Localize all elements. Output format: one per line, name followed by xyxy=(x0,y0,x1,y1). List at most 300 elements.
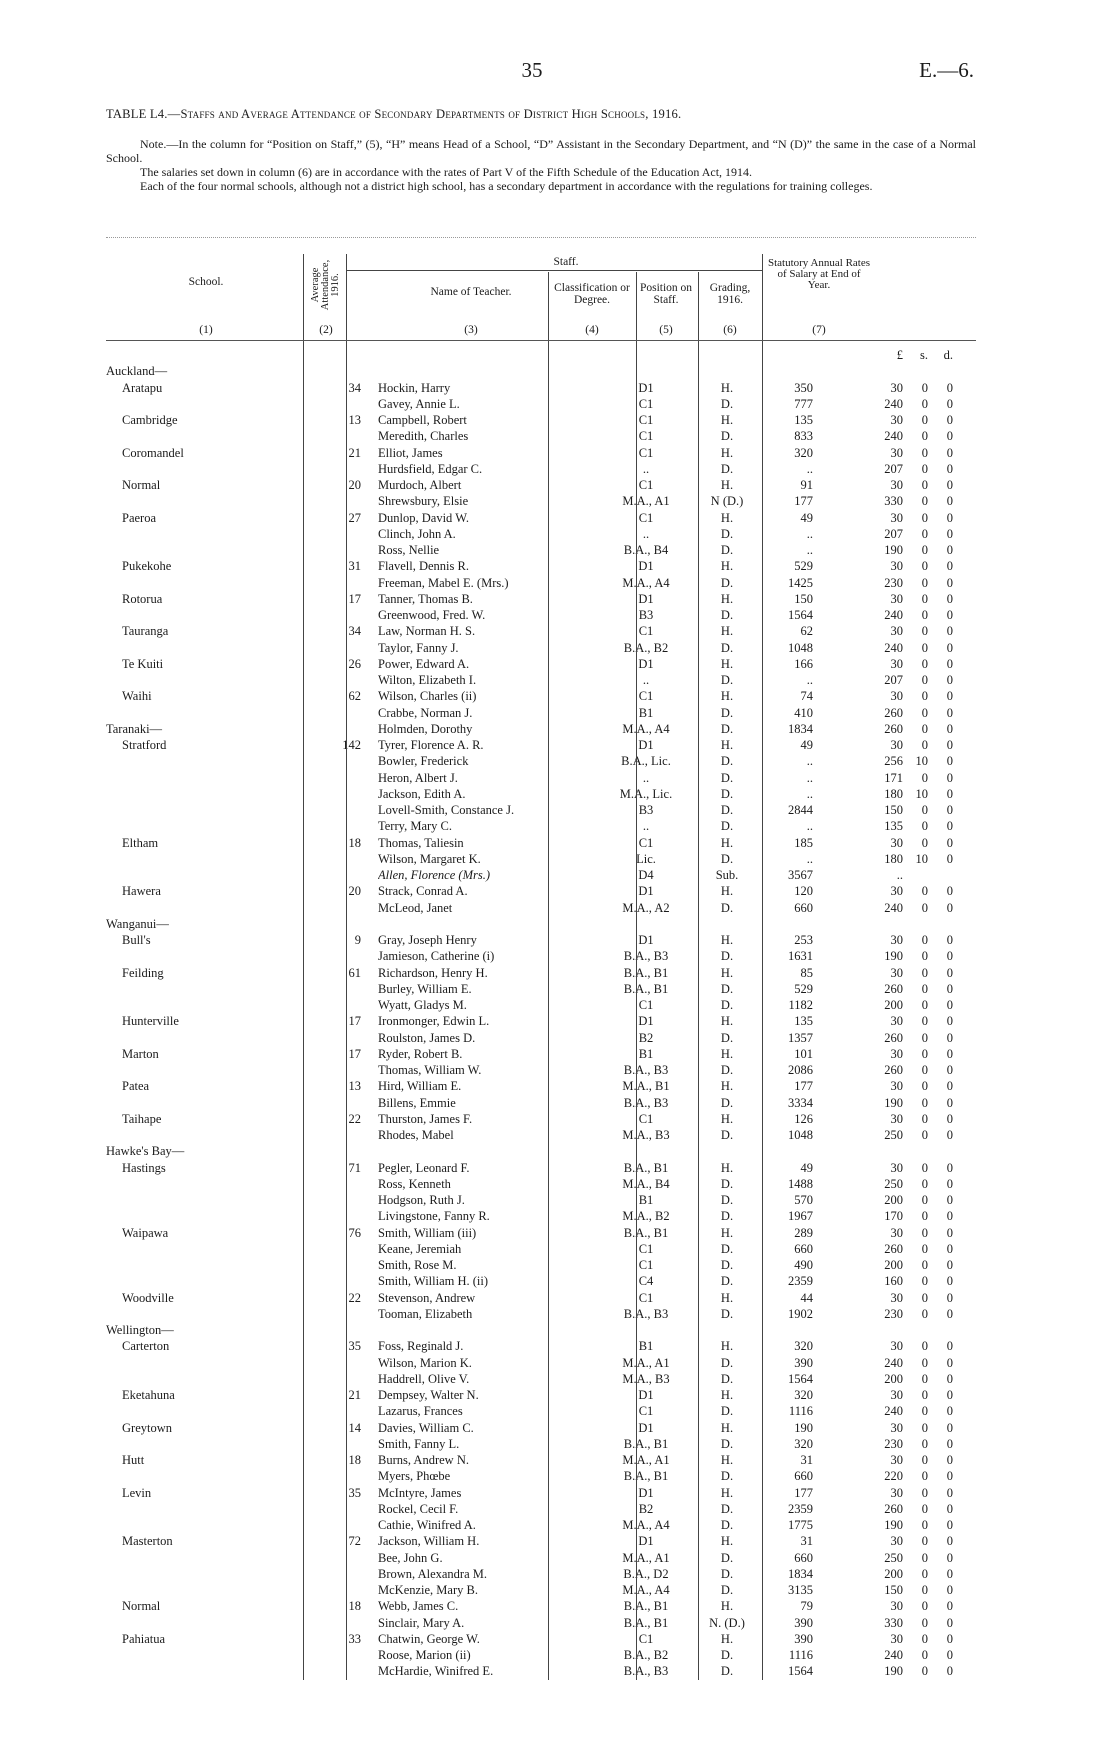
grading-cell: .. xyxy=(806,770,813,785)
salary-pence: 0 xyxy=(946,1355,953,1370)
staff-table xyxy=(106,254,976,1680)
district-row xyxy=(106,1322,976,1338)
salary-pence: 0 xyxy=(946,1225,953,1240)
classification-cell: B.A., B1 xyxy=(623,1469,669,1484)
table-row xyxy=(106,1257,976,1273)
table-row xyxy=(106,802,976,818)
salary-cell xyxy=(848,1436,976,1452)
table-body xyxy=(106,341,976,1680)
salary-shillings: 0 xyxy=(921,478,928,492)
table-row xyxy=(106,883,976,899)
classification-cell: M.A., B3 xyxy=(622,1371,670,1386)
teacher-cell: Myers, Phœbe xyxy=(378,1469,451,1484)
grading-cell: 410 xyxy=(794,705,813,720)
salary-cell xyxy=(848,1306,976,1322)
grading-cell: 320 xyxy=(794,1388,813,1402)
salary-pence: 0 xyxy=(946,478,953,492)
classification-cell: C1 xyxy=(638,835,654,850)
salary-shillings: 0 xyxy=(921,429,928,444)
position-cell: D. xyxy=(720,461,734,476)
classification-cell: M.A., A4 xyxy=(622,1518,670,1532)
classification-cell: C1 xyxy=(638,1631,654,1646)
salary-shillings: 0 xyxy=(921,1615,928,1630)
classification-cell: B3 xyxy=(638,608,654,622)
grading-cell: 177 xyxy=(794,1079,813,1094)
school-cell xyxy=(106,916,306,932)
salary-pounds: 30 xyxy=(890,1079,903,1094)
salary-cell xyxy=(848,526,976,542)
position-cell: D. xyxy=(720,1469,734,1484)
grading-cell: 120 xyxy=(794,884,813,899)
salary-pounds: 30 xyxy=(890,478,903,492)
salary-shillings: 0 xyxy=(921,1485,928,1500)
salary-pence: 0 xyxy=(946,1274,953,1289)
salary-shillings: 0 xyxy=(921,494,928,509)
grading-cell: 177 xyxy=(794,1485,813,1500)
position-cell: D. xyxy=(720,1648,734,1662)
salary-pence: 0 xyxy=(946,851,953,866)
salary-cell xyxy=(848,396,976,412)
salary-pounds: 240 xyxy=(884,1404,903,1419)
grading-cell: 490 xyxy=(794,1258,813,1272)
position-cell: H. xyxy=(720,413,734,427)
grading-cell: 62 xyxy=(800,624,813,639)
teacher-cell: Wilson, Charles (ii) xyxy=(378,689,477,704)
grading-cell: 150 xyxy=(794,591,813,606)
salary-cell xyxy=(848,493,976,509)
salary-pounds: 30 xyxy=(890,510,903,525)
table-row xyxy=(106,1290,976,1306)
grading-cell: 390 xyxy=(794,1355,813,1370)
teacher-cell: Tanner, Thomas B. xyxy=(378,591,473,606)
salary-pence: 0 xyxy=(946,981,953,996)
salary-shillings: 0 xyxy=(921,1258,928,1272)
salary-pence: 0 xyxy=(946,1128,953,1142)
position-cell: D. xyxy=(720,640,734,655)
grading-cell: 190 xyxy=(794,1420,813,1435)
salary-pounds: 240 xyxy=(884,396,903,411)
classification-cell: C1 xyxy=(638,478,654,492)
salary-shillings: 0 xyxy=(921,1290,928,1305)
school-name: Paeroa xyxy=(122,510,157,525)
district-row xyxy=(106,916,976,932)
classification-cell: M.A., Lic. xyxy=(619,786,673,801)
salary-cell xyxy=(848,883,976,899)
salary-cell xyxy=(848,1582,976,1598)
position-cell: D. xyxy=(720,1241,734,1256)
position-cell: H. xyxy=(720,445,734,460)
school-name: Stratford xyxy=(122,738,167,752)
table-row xyxy=(106,558,976,574)
salary-pence: 0 xyxy=(946,591,953,606)
classification-cell: D1 xyxy=(638,656,654,671)
classification-cell: B.A., B4 xyxy=(623,543,669,557)
school-cell xyxy=(106,818,306,834)
position-cell: D. xyxy=(720,998,734,1012)
grading-cell: 3135 xyxy=(788,1583,813,1597)
col-divider xyxy=(698,341,699,1680)
salary-pence: 0 xyxy=(946,1518,953,1532)
teacher-cell: Wilson, Marion K. xyxy=(378,1355,472,1370)
school-name: Pukekohe xyxy=(122,559,172,574)
classification-cell: C1 xyxy=(638,1290,654,1305)
table-row xyxy=(106,672,976,688)
salary-cell xyxy=(848,1355,976,1371)
position-cell: D. xyxy=(720,1274,734,1289)
salary-pence: 0 xyxy=(946,900,953,915)
table-row xyxy=(106,1403,976,1419)
position-cell: H. xyxy=(720,510,734,525)
classification-cell: C4 xyxy=(638,1274,654,1289)
school-cell xyxy=(106,1615,306,1631)
teacher-cell: McLeod, Janet xyxy=(378,900,453,915)
salary-cell xyxy=(848,1257,976,1273)
table-row xyxy=(106,396,976,412)
grading-cell: 79 xyxy=(800,1599,813,1614)
salary-shillings: 0 xyxy=(921,1193,928,1207)
teacher-cell: Ironmonger, Edwin L. xyxy=(378,1014,490,1029)
salary-pence: 0 xyxy=(946,445,953,460)
salary-pounds: 30 xyxy=(890,965,903,980)
header-classification-num: (4) xyxy=(585,324,599,336)
school-cell xyxy=(106,623,306,639)
header-school: School. xyxy=(188,276,224,288)
grading-cell: 1564 xyxy=(788,608,813,622)
table-row xyxy=(106,737,976,753)
grading-cell: 2844 xyxy=(788,803,813,817)
col-divider xyxy=(346,254,347,340)
salary-pounds: 30 xyxy=(890,1014,903,1029)
district-row xyxy=(106,1143,976,1159)
teacher-cell: Jackson, Edith A. xyxy=(378,786,466,801)
district-row xyxy=(106,363,976,379)
salary-shillings: 0 xyxy=(921,803,928,817)
school-cell xyxy=(106,1452,306,1468)
salary-cell xyxy=(848,851,976,867)
position-cell: D. xyxy=(720,1664,734,1679)
header-attendance xyxy=(312,256,340,314)
teacher-cell: McIntyre, James xyxy=(378,1485,462,1500)
school-cell xyxy=(106,835,306,851)
salary-shillings: 0 xyxy=(921,1030,928,1045)
teacher-cell: Bee, John G. xyxy=(378,1550,443,1565)
salary-pounds: 30 xyxy=(890,689,903,704)
position-cell: H. xyxy=(720,624,734,639)
school-cell xyxy=(106,802,306,818)
salary-pounds: 200 xyxy=(884,998,903,1012)
teacher-cell: Davies, William C. xyxy=(378,1420,474,1435)
classification-cell: C1 xyxy=(638,1404,654,1419)
table-row xyxy=(106,1355,976,1371)
salary-shillings: 0 xyxy=(921,1079,928,1094)
classification-cell: M.A., A1 xyxy=(622,1550,670,1565)
school-cell xyxy=(106,526,306,542)
salary-cell xyxy=(848,1631,976,1647)
classification-cell: B.A., B1 xyxy=(623,1615,669,1630)
classification-cell: B2 xyxy=(638,1501,654,1516)
salary-pounds: 30 xyxy=(890,656,903,671)
salary-pounds: 207 xyxy=(884,526,903,541)
salary-pounds: 190 xyxy=(884,1095,903,1110)
position-cell: H. xyxy=(720,835,734,850)
salary-pounds: 190 xyxy=(884,543,903,557)
table-row xyxy=(106,1420,976,1436)
page-number: 35 xyxy=(521,58,543,82)
teacher-cell: Tooman, Elizabeth xyxy=(378,1306,473,1321)
table-row xyxy=(106,1176,976,1192)
salary-shillings: 0 xyxy=(921,819,928,834)
school-cell xyxy=(106,1436,306,1452)
units-row xyxy=(106,347,976,363)
salary-pence: 0 xyxy=(946,835,953,850)
grading-cell: 1834 xyxy=(788,721,813,736)
teacher-cell: Jackson, William H. xyxy=(378,1534,480,1549)
salary-cell xyxy=(848,1241,976,1257)
table-row xyxy=(106,1566,976,1582)
header-classification: Classification or Degree. xyxy=(554,282,630,306)
salary-pence: 0 xyxy=(946,640,953,655)
table-row xyxy=(106,1631,976,1647)
classification-cell: C1 xyxy=(638,1258,654,1272)
position-cell: H. xyxy=(720,478,734,492)
col-divider xyxy=(636,341,637,1680)
attendance-cell: 33 xyxy=(348,1631,361,1646)
table-row xyxy=(106,1371,976,1387)
attendance-cell: 27 xyxy=(348,510,361,525)
salary-pence: 0 xyxy=(946,1111,953,1126)
classification-cell: .. xyxy=(642,819,650,834)
classification-cell: B.A., B1 xyxy=(623,965,669,980)
salary-pounds: 240 xyxy=(884,1648,903,1662)
salary-pounds: 330 xyxy=(884,494,903,509)
salary-shillings: 0 xyxy=(921,721,928,736)
salary-cell xyxy=(848,1371,976,1387)
table-row xyxy=(106,1095,976,1111)
salary-pounds: 260 xyxy=(884,705,903,720)
table-row xyxy=(106,965,976,981)
salary-shillings: 0 xyxy=(921,1160,928,1175)
school-cell xyxy=(106,1371,306,1387)
salary-pounds: 30 xyxy=(890,1599,903,1614)
teacher-cell: Hird, William E. xyxy=(378,1079,462,1094)
salary-shillings: 0 xyxy=(921,1534,928,1549)
classification-cell: D1 xyxy=(638,738,654,752)
classification-cell: M.A., B2 xyxy=(622,1209,670,1224)
salary-shillings: 0 xyxy=(921,1225,928,1240)
teacher-cell: Ryder, Robert B. xyxy=(378,1046,463,1061)
salary-pence: 0 xyxy=(946,1534,953,1549)
salary-cell xyxy=(848,818,976,834)
salary-shillings: 0 xyxy=(921,543,928,557)
salary-pence: 0 xyxy=(946,413,953,427)
position-cell: D. xyxy=(720,1258,734,1272)
school-cell xyxy=(106,1176,306,1192)
classification-cell: M.A., B3 xyxy=(622,1128,670,1142)
teacher-cell: Pegler, Leonard F. xyxy=(378,1160,470,1175)
header-attendance-num: (2) xyxy=(319,324,333,336)
salary-pence: 0 xyxy=(946,559,953,574)
salary-pence: 0 xyxy=(946,1339,953,1354)
classification-cell: B.A., B2 xyxy=(623,1648,669,1662)
salary-pounds: 30 xyxy=(890,1631,903,1646)
salary-pounds: 200 xyxy=(884,1258,903,1272)
classification-cell: M.A., A4 xyxy=(622,721,670,736)
classification-cell: M.A., A1 xyxy=(622,1355,670,1370)
salary-pounds: 30 xyxy=(890,1046,903,1061)
salary-pence: 0 xyxy=(946,1160,953,1175)
salary-cell xyxy=(848,688,976,704)
table-row xyxy=(106,477,976,493)
salary-shillings: 0 xyxy=(921,1209,928,1224)
position-cell: D. xyxy=(720,981,734,996)
school-name: Waipawa xyxy=(122,1225,169,1240)
grading-cell: 1116 xyxy=(788,1648,813,1662)
position-cell: D. xyxy=(720,1355,734,1370)
salary-shillings: 0 xyxy=(921,656,928,671)
teacher-cell: Lovell-Smith, Constance J. xyxy=(378,803,515,817)
table-row xyxy=(106,542,976,558)
grading-cell: .. xyxy=(806,461,813,476)
salary-pence: 0 xyxy=(946,1469,953,1484)
classification-cell: M.A., B1 xyxy=(622,1079,670,1094)
attendance-cell: 61 xyxy=(348,965,361,980)
teacher-cell: Smith, Fanny L. xyxy=(378,1436,460,1451)
salary-cell xyxy=(848,948,976,964)
school-cell xyxy=(106,591,306,607)
salary-pence: 0 xyxy=(946,461,953,476)
school-name: Cambridge xyxy=(122,413,178,427)
grading-cell: 570 xyxy=(794,1193,813,1207)
table-row xyxy=(106,380,976,396)
teacher-cell: Murdoch, Albert xyxy=(378,478,462,492)
notes xyxy=(106,137,976,193)
salary-shillings: 0 xyxy=(921,1111,928,1126)
salary-cell xyxy=(848,1046,976,1062)
teacher-cell: Flavell, Dennis R. xyxy=(378,559,469,574)
salary-cell xyxy=(848,1550,976,1566)
teacher-cell: Burns, Andrew N. xyxy=(378,1453,469,1467)
salary-pounds: 230 xyxy=(884,1436,903,1451)
table-row xyxy=(106,1452,976,1468)
attendance-cell: 76 xyxy=(348,1225,361,1240)
salary-shillings: 0 xyxy=(921,705,928,720)
table-row xyxy=(106,1436,976,1452)
header-school-num: (1) xyxy=(199,324,213,336)
school-cell xyxy=(106,1241,306,1257)
attendance-cell: 17 xyxy=(348,1014,361,1029)
school-cell xyxy=(106,445,306,461)
salary-cell xyxy=(848,1452,976,1468)
grading-cell: 1834 xyxy=(788,1566,813,1581)
grading-cell: 166 xyxy=(794,656,813,671)
salary-shillings: 0 xyxy=(921,1241,928,1256)
position-cell: H. xyxy=(720,1420,734,1435)
salary-pence: 0 xyxy=(946,1404,953,1419)
salary-pounds: 30 xyxy=(890,1420,903,1435)
position-cell: D. xyxy=(720,526,734,541)
teacher-cell: Thurston, James F. xyxy=(378,1111,473,1126)
grading-cell: 390 xyxy=(794,1615,813,1630)
grading-cell: .. xyxy=(806,673,813,687)
salary-cell xyxy=(848,1176,976,1192)
school-cell xyxy=(106,607,306,623)
position-cell: H. xyxy=(720,1485,734,1500)
classification-cell: B.A., D2 xyxy=(623,1566,669,1581)
school-name: Hastings xyxy=(122,1160,166,1175)
grading-cell: 3567 xyxy=(788,868,813,882)
grading-cell: 177 xyxy=(794,494,813,509)
school-name: Normal xyxy=(122,1599,161,1614)
school-name: Te Kuiti xyxy=(122,656,164,671)
school-cell xyxy=(106,1533,306,1549)
position-cell: H. xyxy=(720,738,734,752)
col-divider xyxy=(762,341,763,1680)
teacher-cell: Smith, William (iii) xyxy=(378,1225,477,1240)
salary-cell xyxy=(848,1013,976,1029)
classification-cell: .. xyxy=(642,526,650,541)
salary-cell xyxy=(848,753,976,769)
classification-cell: D1 xyxy=(638,1485,654,1500)
grading-cell: 31 xyxy=(800,1453,813,1467)
table-row xyxy=(106,770,976,786)
school-name: Masterton xyxy=(122,1534,173,1549)
table-row xyxy=(106,428,976,444)
school-cell xyxy=(106,542,306,558)
classification-cell: .. xyxy=(642,461,650,476)
salary-cell xyxy=(848,1615,976,1631)
teacher-cell: Ross, Nellie xyxy=(378,543,440,557)
salary-shillings: 0 xyxy=(921,1274,928,1289)
salary-shillings: 0 xyxy=(921,624,928,639)
salary-pence: 0 xyxy=(946,1631,953,1646)
table-row xyxy=(106,753,976,769)
teacher-cell: Keane, Jeremiah xyxy=(378,1241,462,1256)
school-cell xyxy=(106,1631,306,1647)
school-cell xyxy=(106,1322,306,1338)
salary-pounds: 190 xyxy=(884,949,903,964)
table-row xyxy=(106,1273,976,1289)
grading-cell: 529 xyxy=(794,559,813,574)
grading-cell: 135 xyxy=(794,413,813,427)
teacher-cell: Webb, James C. xyxy=(378,1599,459,1614)
salary-pence: 0 xyxy=(946,1436,953,1451)
district-name: Hawke's Bay— xyxy=(106,1144,185,1159)
salary-pounds: 180 xyxy=(884,786,903,801)
salary-shillings: 0 xyxy=(921,1404,928,1419)
grading-cell: 350 xyxy=(794,380,813,395)
salary-cell xyxy=(848,428,976,444)
salary-cell xyxy=(848,1501,976,1517)
classification-cell: C1 xyxy=(638,689,654,704)
teacher-cell: Lazarus, Frances xyxy=(378,1404,463,1419)
salary-pounds: 260 xyxy=(884,721,903,736)
salary-shillings: 10 xyxy=(915,754,928,769)
classification-cell: M.A., A2 xyxy=(622,900,670,915)
salary-shillings: 0 xyxy=(921,1371,928,1386)
school-name: Aratapu xyxy=(122,380,163,395)
salary-shillings: 0 xyxy=(921,1355,928,1370)
salary-cell xyxy=(848,656,976,672)
note-salaries: The salaries set down in column (6) are in accordance with the rates of Part V of the Fifth Schedule of the Education Act, 1914. xyxy=(140,165,753,179)
teacher-cell: Brown, Alexandra M. xyxy=(378,1566,488,1581)
position-cell: H. xyxy=(720,1160,734,1175)
grading-cell: .. xyxy=(806,851,813,866)
attendance-cell: 17 xyxy=(348,1046,361,1061)
salary-shillings: 0 xyxy=(921,1518,928,1532)
grading-cell: 49 xyxy=(800,738,813,752)
position-cell: H. xyxy=(720,591,734,606)
salary-pounds: 250 xyxy=(884,1176,903,1191)
